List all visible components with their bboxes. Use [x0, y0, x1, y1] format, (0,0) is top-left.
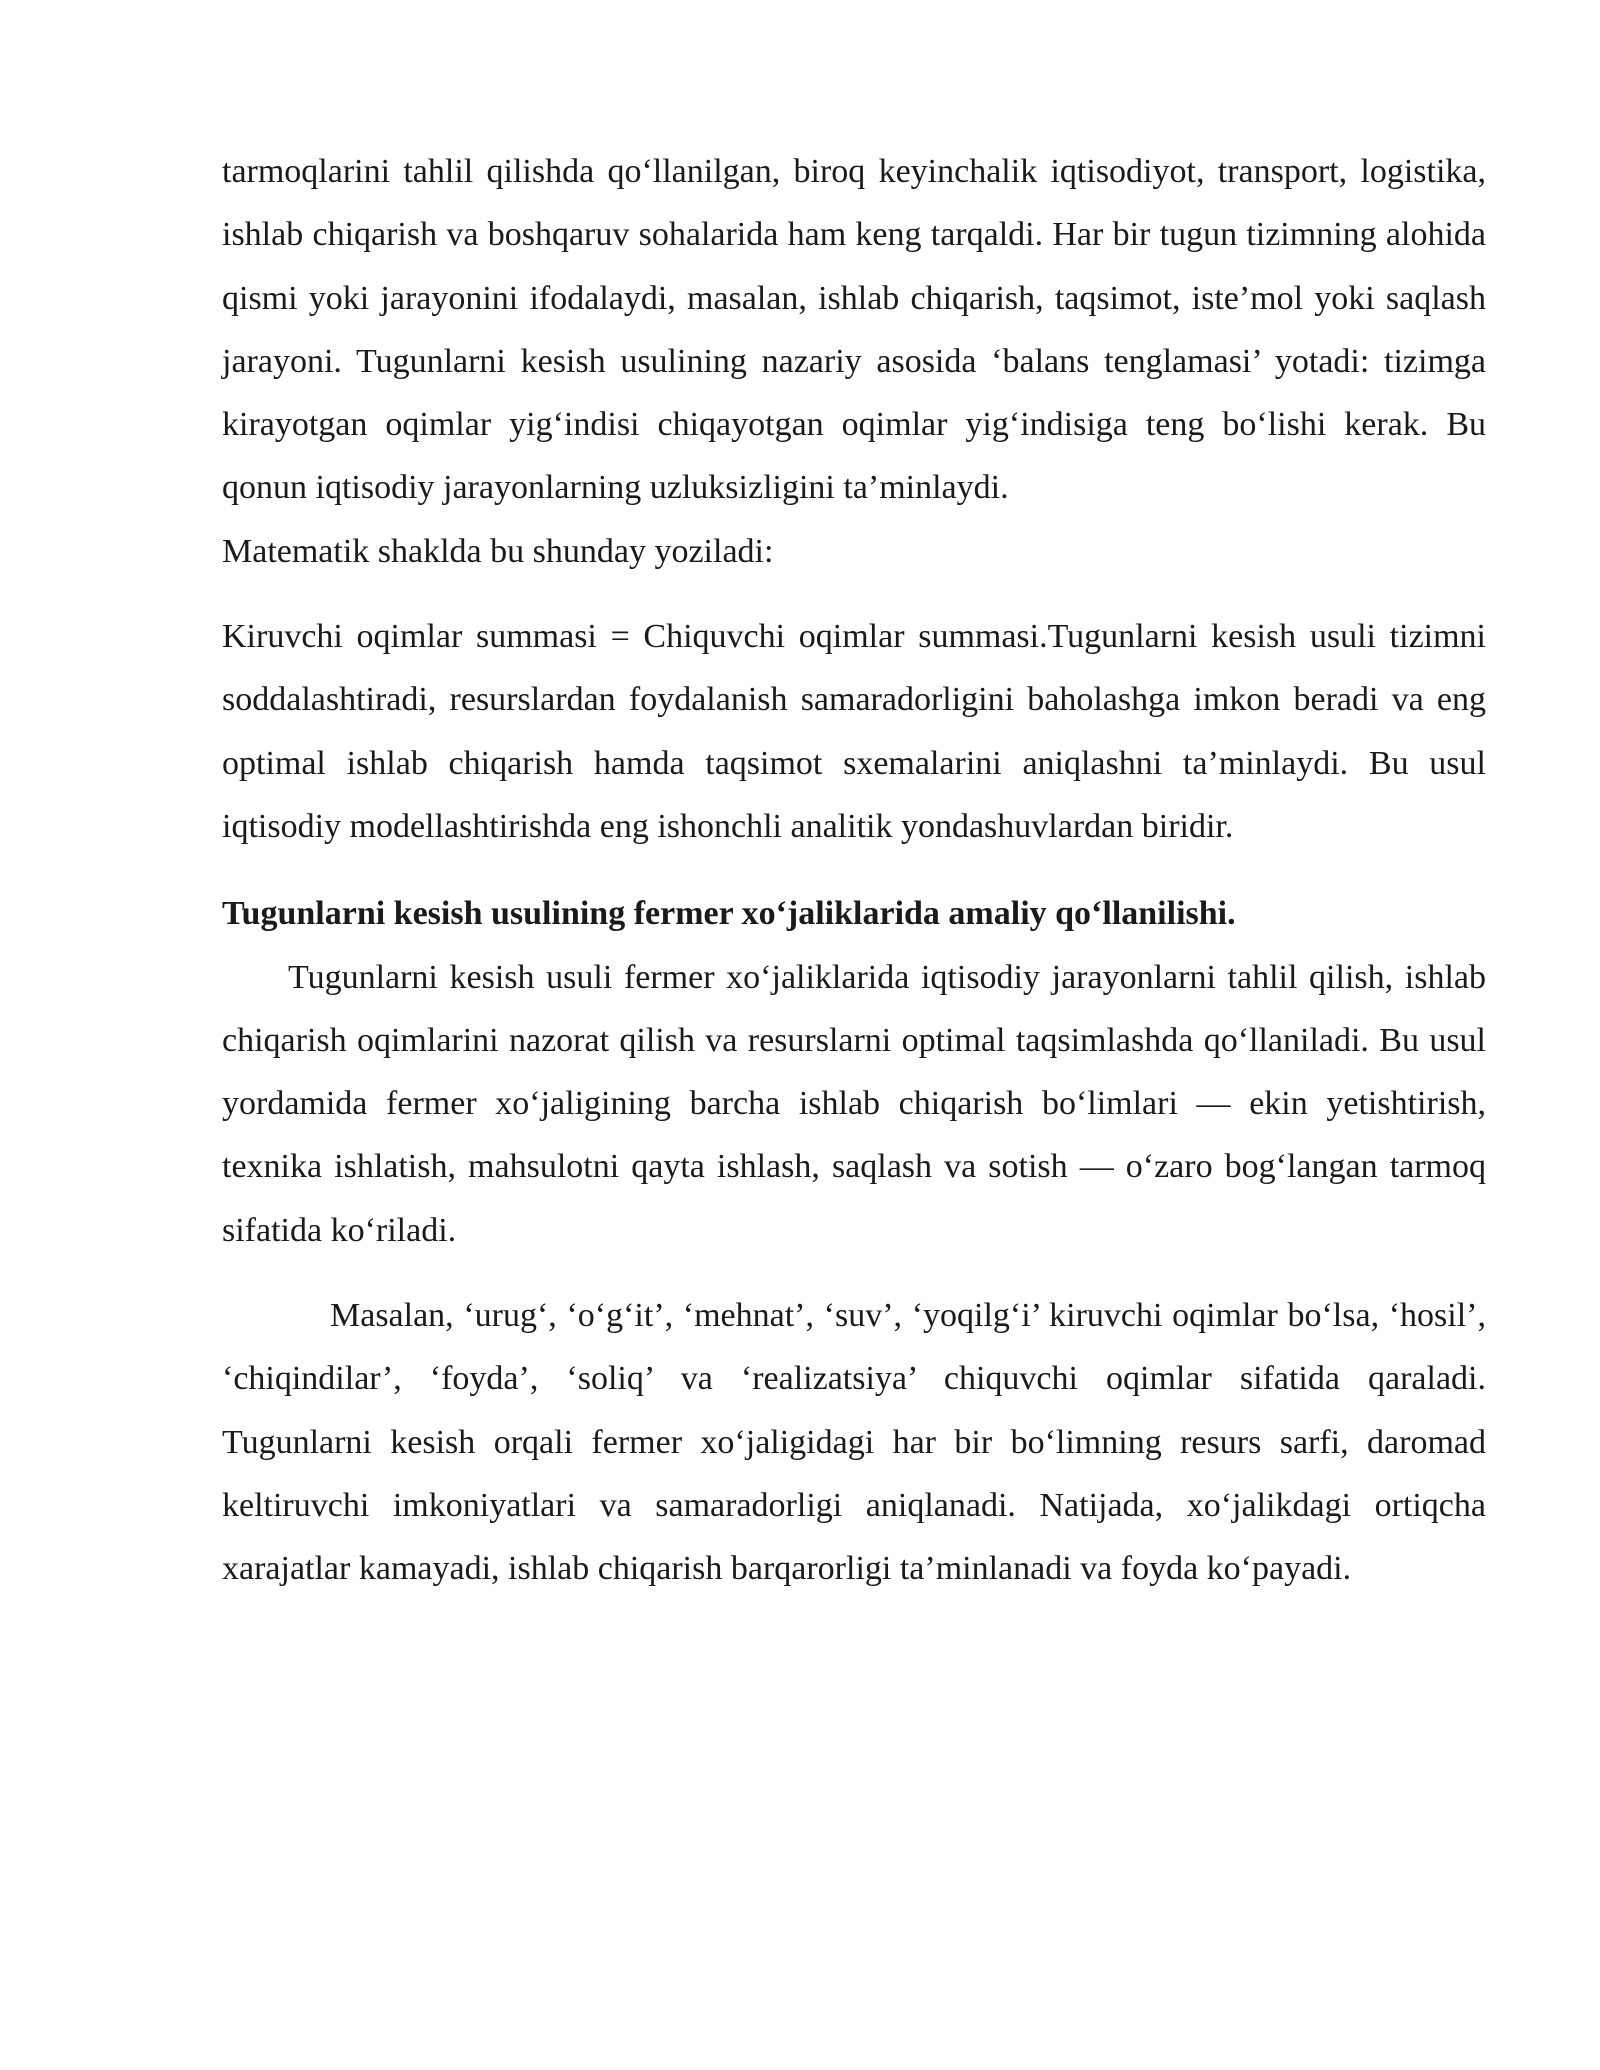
document-body: [222, 140, 1486, 1601]
section-heading: Tugunlarni kesish usulining fermer xo‘jaliklarida amaliy qo‘llanilishi.: [222, 895, 1236, 933]
paragraph-farm-application: Tugunlarni kesish usuli fermer xo‘jaliklarida iqtisodiy jarayonlarni tahlil qilish, ishlab chiqarish oqimlarini nazorat qilish va resurslarni optimal taqsimlashda qo‘llaniladi. Bu usul yordamida fermer xo‘jaligining barcha ishlab chiqarish bo‘limlari — ekin yetishtirish, texnika ishlatish, mahsulotni qayta ishlash, saqlash va sotish — o‘zaro bog‘langan tarmoq sifatida ko‘riladi.: [222, 958, 1486, 1249]
paragraph-balance-equation: tarmoqlarini tahlil qilishda qo‘llanilgan, biroq keyinchalik iqtisodiyot, transport, logistika, ishlab chiqarish va boshqaruv sohalarida ham keng tarqaldi. Har bir tugun tizimning alohida qismi yoki jarayonini ifodalaydi, masalan, ishlab chiqarish, taqsimot, iste’mol yoki saqlash jarayoni. Tugunlarni kesish usulining nazariy asosida ‘balans tenglamasi’ yotadi: tizimga kirayotgan oqimlar yig‘indisi chiqayotgan oqimlar yig‘indisiga teng bo‘lishi kerak. Bu qonun iqtisodiy jarayonlarning uzluksizligini ta’minlaydi.: [222, 153, 1486, 507]
paragraph-formula-description: Kiruvchi oqimlar summasi = Chiquvchi oqimlar summasi.Tugunlarni kesish usuli tizimni soddalashtiradi, resurslardan foydalanish samaradorligini baholashga imkon beradi va eng optimal ishlab chiqarish hamda taqsimot sxemalarini aniqlashni ta’minlaydi. Bu usul iqtisodiy modellashtirishda eng ishonchli analitik yondashuvlardan biridir.: [222, 618, 1486, 845]
paragraph-farm-example: Masalan, ‘urug‘, ‘o‘g‘it’, ‘mehnat’, ‘suv’, ‘yoqilg‘i’ kiruvchi oqimlar bo‘lsa, ‘hosil’, ‘chiqindilar’, ‘foyda’, ‘soliq’ va ‘realizatsiya’ chiquvchi oqimlar sifatida qaraladi. Tugunlarni kesish orqali fermer xo‘jaligidagi har bir bo‘limning resurs sarfi, daromad keltiruvchi imkoniyatlari va samaradorligi aniqlanadi. Natijada, xo‘jalikdagi ortiqcha xarajatlar kamayadi, ishlab chiqarish barqarorligi ta’minlanadi va foyda ko‘payadi.: [222, 1297, 1486, 1588]
paragraph-math-form-intro: Matematik shaklda bu shunday yoziladi:: [222, 532, 774, 570]
